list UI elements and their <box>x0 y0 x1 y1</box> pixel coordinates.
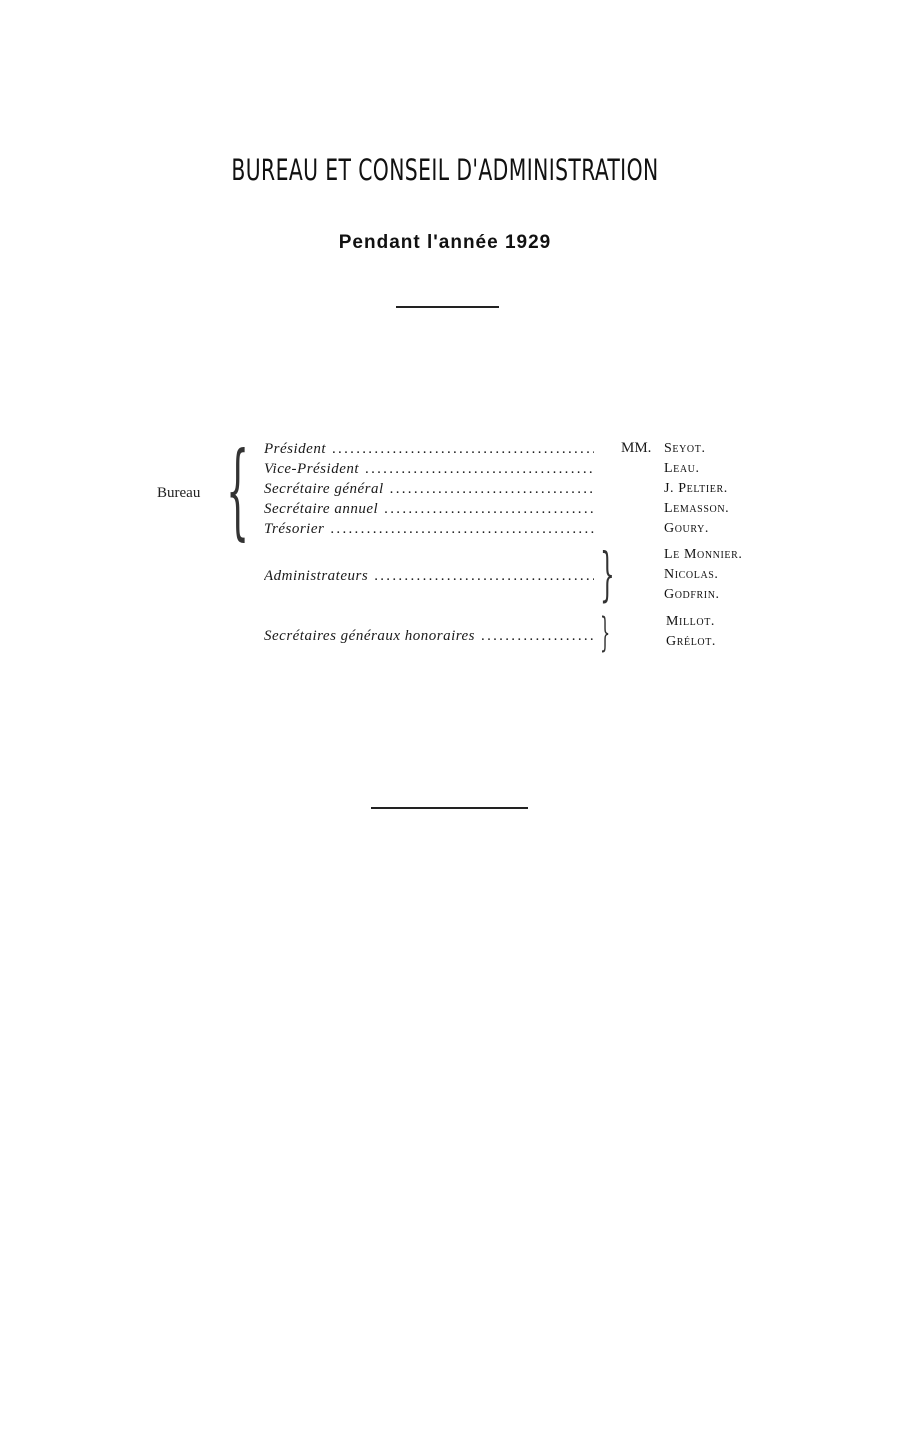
dot-leader <box>332 441 594 458</box>
member-name: J. Peltier. <box>664 481 728 496</box>
top-divider <box>396 306 499 308</box>
member-name: Leau. <box>664 461 700 476</box>
role-label: Secrétaires généraux honoraires <box>264 628 476 644</box>
dot-leader <box>481 628 594 645</box>
role-label: Administrateurs <box>264 568 369 584</box>
role-label: Trésorier <box>264 521 325 537</box>
bureau-label: Bureau <box>157 485 201 501</box>
member-name: Grélot. <box>666 634 717 649</box>
member-name: Millot. <box>666 614 716 629</box>
dot-leader <box>374 568 594 585</box>
page-title: BUREAU ET CONSEIL D'ADMINISTRATION <box>231 153 659 187</box>
member-name: Seyot. <box>664 441 706 456</box>
role-row-tresorier <box>264 521 594 541</box>
role-row-honoraires <box>264 628 594 648</box>
role-row-secretaire-general <box>264 481 594 501</box>
role-row-president <box>264 441 594 461</box>
role-label: Vice-Président <box>264 461 360 477</box>
member-name: Nicolas. <box>664 567 719 582</box>
role-label: Secrétaire général <box>264 481 384 497</box>
page-subtitle: Pendant l'année 1929 <box>338 232 552 253</box>
dot-leader <box>384 501 594 518</box>
role-label: Secrétaire annuel <box>264 501 379 517</box>
role-row-secretaire-annuel <box>264 501 594 521</box>
member-name: Goury. <box>664 521 709 536</box>
bureau-brace: { <box>226 429 250 551</box>
role-row-administrateurs <box>264 568 594 588</box>
role-row-vice-president <box>264 461 594 481</box>
role-label: Président <box>264 441 326 457</box>
bottom-divider <box>371 807 528 809</box>
dot-leader <box>390 481 594 498</box>
member-name: Le Monnier. <box>664 547 743 562</box>
dot-leader <box>330 521 594 538</box>
member-name: Lemasson. <box>664 501 730 516</box>
mm-prefix: MM. <box>621 440 652 456</box>
dot-leader <box>365 461 594 478</box>
honoraires-brace: } <box>600 610 611 656</box>
member-name: Godfrin. <box>664 587 720 602</box>
administrateurs-brace: } <box>600 540 615 608</box>
